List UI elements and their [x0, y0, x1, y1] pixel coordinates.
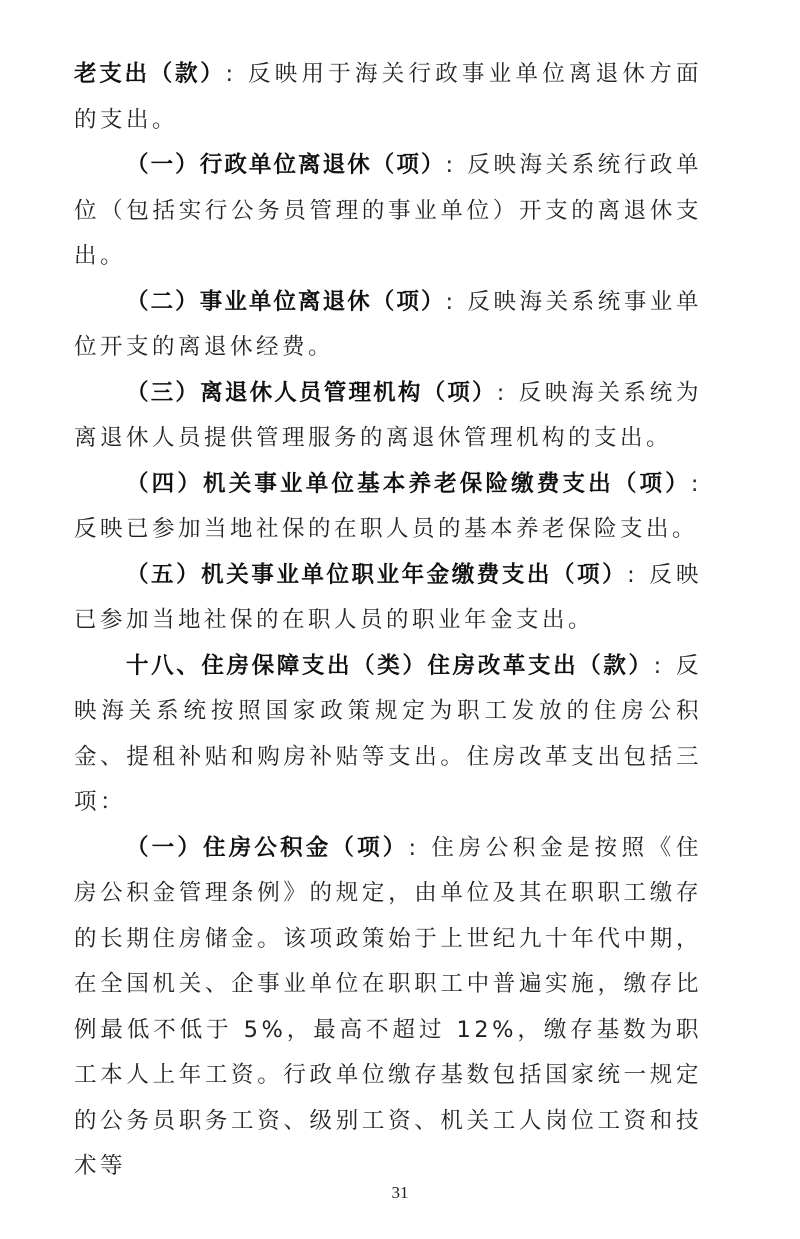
paragraph-text: : 反映海关系统为离退休人员提供管理服务的离退休管理机构的支出。: [74, 379, 702, 451]
paragraph-heading: 十八、住房保障支出（类）住房改革支出（款）: [126, 652, 654, 679]
paragraph-text: : 反映已参加当地社保的在职人员的基本养老保险支出。: [74, 470, 702, 542]
paragraph-housing-reform: [74, 644, 702, 826]
paragraph-text: : 反映已参加当地社保的在职人员的职业年金支出。: [74, 561, 702, 633]
paragraph-heading: 老支出（款）: [74, 61, 226, 87]
paragraph-admin-retirement: [74, 143, 702, 280]
paragraph-heading: （一）住房公积金（项）: [126, 834, 409, 861]
paragraph-housing-fund: [74, 826, 702, 1190]
page-body: [74, 52, 702, 1190]
paragraph-retirement-expense: [74, 52, 702, 143]
page-number: 31: [391, 1183, 409, 1202]
paragraph-retiree-management: [74, 371, 702, 462]
paragraph-text: : 反映海关系统按照国家政策规定为职工发放的住房公积金、提租补贴和购房补贴等支出。住房改革支出包括三项：: [74, 652, 702, 815]
paragraph-heading: （三）离退休人员管理机构（项）: [126, 379, 497, 406]
paragraph-heading: （五）机关事业单位职业年金缴费支出（项）: [126, 561, 628, 588]
paragraph-heading: （四）机关事业单位基本养老保险缴费支出（项）: [126, 470, 691, 497]
paragraph-text: : 反映海关系统事业单位开支的离退休经费。: [74, 288, 702, 360]
paragraph-text: : 反映海关系统行政单位（包括实行公务员管理的事业单位）开支的离退休支出。: [74, 152, 702, 269]
paragraph-heading: （二）事业单位离退休（项）: [126, 288, 446, 315]
paragraph-text: : 反映用于海关行政事业单位离退休方面的支出。: [74, 61, 702, 133]
paragraph-text: : 住房公积金是按照《住房公积金管理条例》的规定，由单位及其在职职工缴存的长期住房储金。该项政策始于上世纪九十年代中期，在全国机关、企事业单位在职职工中普遍实施，缴存比例最低不低于 5%，最高不超过 12%，缴存基数为职工本人上年工资。行政单位缴存基数包括国家统一规定的公务员职务工资、级别工资、机关工人岗位工资和技术等: [74, 834, 702, 1179]
paragraph-occupational-annuity: [74, 553, 702, 644]
paragraph-heading: （一）行政单位离退休（项）: [126, 152, 446, 178]
paragraph-institution-retirement: [74, 280, 702, 371]
paragraph-pension-insurance: [74, 462, 702, 553]
